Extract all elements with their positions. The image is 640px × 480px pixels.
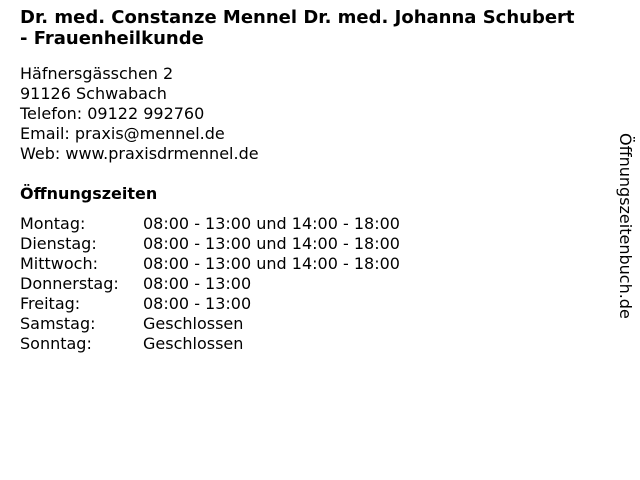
day-label: Freitag: <box>20 294 81 313</box>
time-value: 08:00 - 13:00 und 14:00 - 18:00 <box>143 254 400 273</box>
time-value: 08:00 - 13:00 <box>143 274 252 293</box>
day-label: Dienstag: <box>20 234 97 253</box>
time-value: 08:00 - 13:00 und 14:00 - 18:00 <box>143 234 400 253</box>
hours-row-tuesday <box>20 234 400 254</box>
contact-block <box>20 64 259 164</box>
hours-row-sunday <box>20 334 400 354</box>
day-label: Montag: <box>20 214 86 233</box>
email-line: Email: praxis@mennel.de <box>20 124 225 143</box>
hours-row-thursday <box>20 274 400 294</box>
time-value: Geschlossen <box>143 314 244 333</box>
address-street: Häfnersgässchen 2 <box>20 64 174 83</box>
day-label: Samstag: <box>20 314 96 333</box>
opening-hours-table <box>20 214 400 354</box>
hours-row-wednesday <box>20 254 400 274</box>
phone-line: Telefon: 09122 992760 <box>20 104 205 123</box>
hours-row-friday <box>20 294 400 314</box>
hours-row-monday <box>20 214 400 234</box>
address-city: 91126 Schwabach <box>20 84 167 103</box>
day-label: Donnerstag: <box>20 274 119 293</box>
site-watermark: Öffnungszeitenbuch.de <box>616 133 635 319</box>
day-label: Mittwoch: <box>20 254 98 273</box>
hours-row-saturday <box>20 314 400 334</box>
website-line: Web: www.praxisdrmennel.de <box>20 144 259 163</box>
day-label: Sonntag: <box>20 334 92 353</box>
time-value: Geschlossen <box>143 334 244 353</box>
practice-title: Dr. med. Constanze Mennel Dr. med. Johanna Schubert - Frauenheilkunde <box>20 7 575 49</box>
time-value: 08:00 - 13:00 <box>143 294 252 313</box>
time-value: 08:00 - 13:00 und 14:00 - 18:00 <box>143 214 400 233</box>
opening-hours-heading: Öffnungszeiten <box>20 184 158 203</box>
